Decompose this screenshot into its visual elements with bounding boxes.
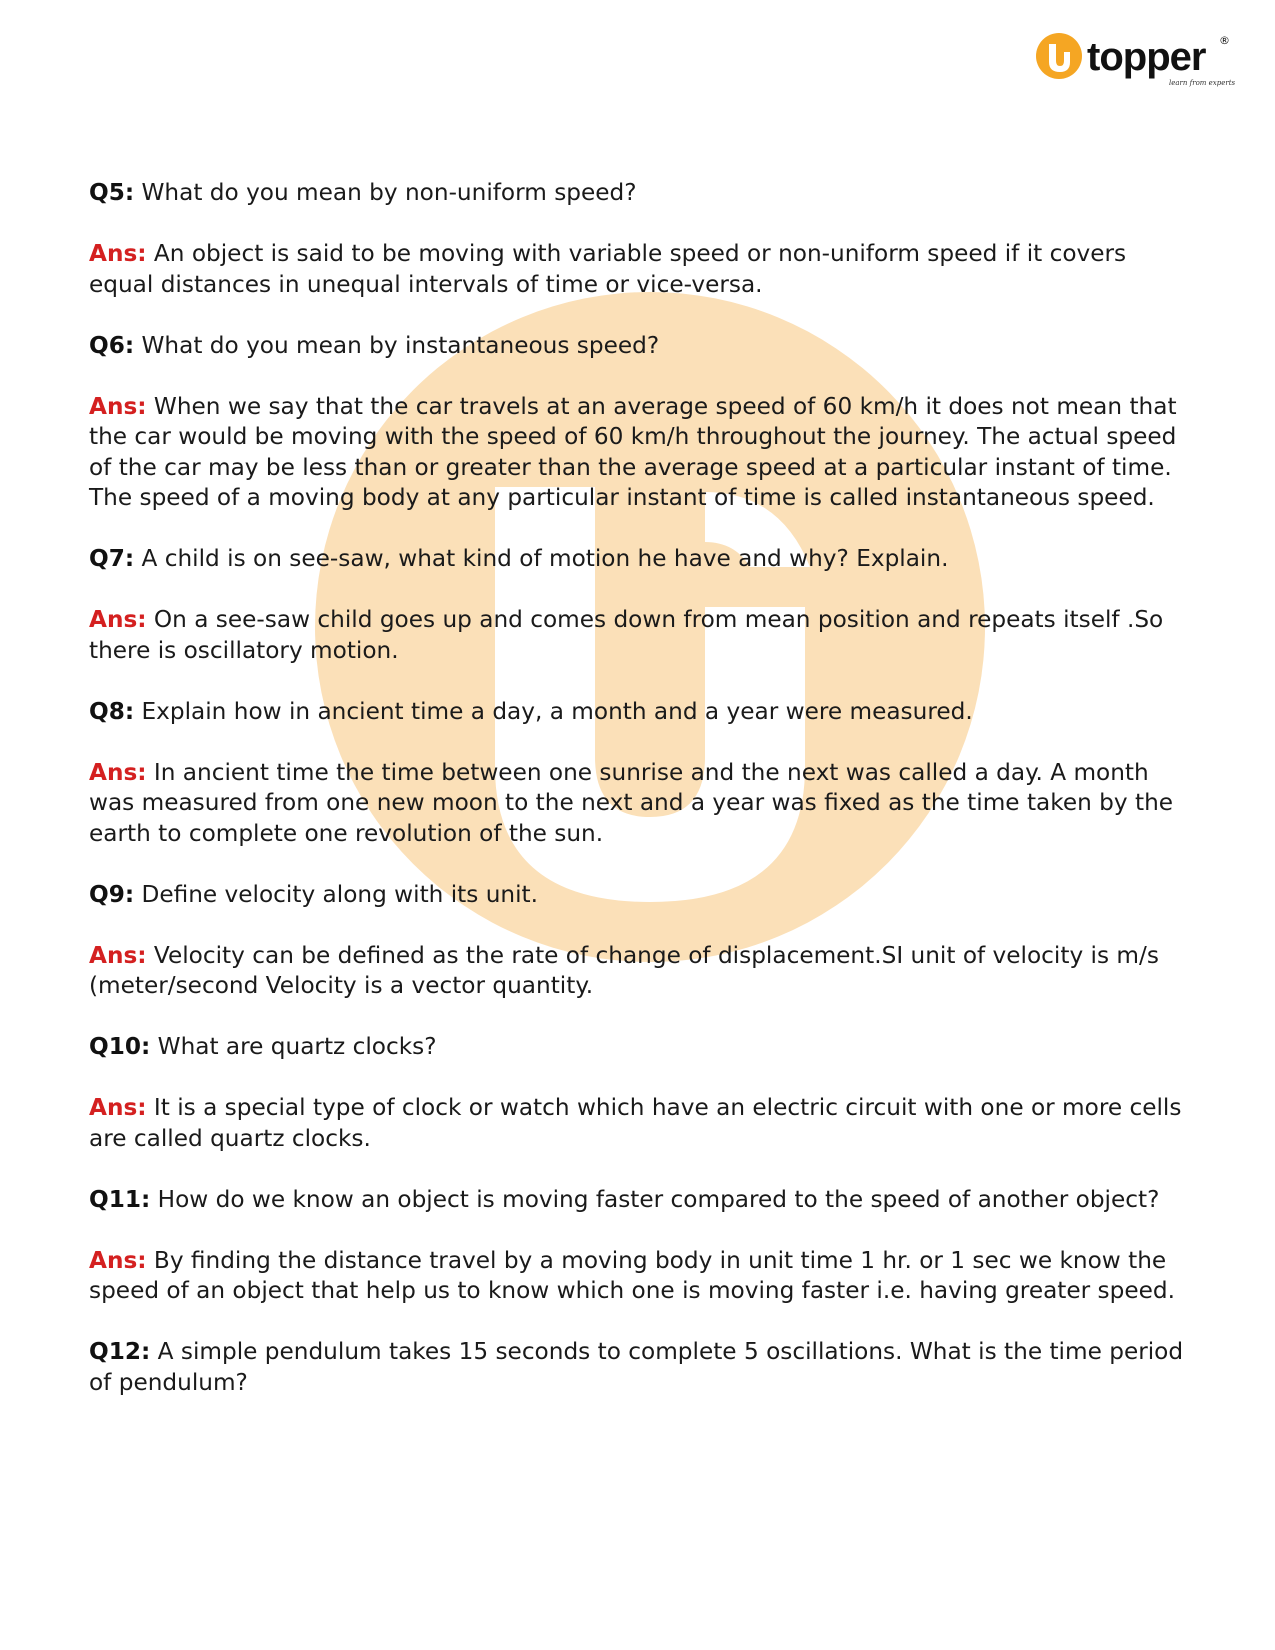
answer-label: Ans: [89, 1094, 147, 1121]
question-label: Q7: [89, 545, 135, 572]
question-q9 [89, 880, 1189, 911]
question-label: Q5: [89, 179, 135, 206]
answer-label: Ans: [89, 606, 147, 633]
question-q12 [89, 1337, 1189, 1398]
question-q7 [89, 544, 1189, 575]
question-label: Q10: [89, 1033, 151, 1060]
answer-text: An object is said to be moving with variable speed or non-uniform speed if it covers equal distances in unequal intervals of time or vice-versa. [89, 240, 1127, 298]
question-label: Q8: [89, 697, 135, 725]
question-text: A simple pendulum takes 15 seconds to complete 5 oscillations. What is the time period of pendulum? [89, 1338, 1184, 1396]
question-label: Q6: [89, 331, 135, 359]
question-text: Define velocity along with its unit. [141, 880, 539, 908]
answer-text: Velocity can be defined as the rate of change of displacement.SI unit of velocity is m/s (meter/second Velocity is a vector quantity. [89, 941, 1159, 999]
answer-q6 [89, 392, 1189, 514]
question-q5 [89, 178, 1189, 209]
answer-label: Ans: [89, 392, 147, 420]
question-label: Q11: [89, 1185, 151, 1213]
answer-q5 [89, 239, 1189, 300]
answer-text: It is a special type of clock or watch which have an electric circuit with one or more cells are called quartz clocks. [89, 1094, 1182, 1152]
answer-q9 [89, 941, 1189, 1002]
question-text: What do you mean by non-uniform speed? [141, 179, 637, 206]
question-q10 [89, 1032, 1189, 1063]
question-q8 [89, 697, 1189, 728]
answer-label: Ans: [89, 941, 147, 969]
answer-text: On a see-saw child goes up and comes down from mean position and repeats itself .So there is oscillatory motion. [89, 606, 1164, 664]
answer-text: By finding the distance travel by a moving body in unit time 1 hr. or 1 sec we know the speed of an object that help us to know which one is moving faster i.e. having greater speed. [89, 1246, 1175, 1304]
question-text: What do you mean by instantaneous speed? [141, 331, 660, 359]
answer-q11 [89, 1246, 1189, 1307]
svg-text:topper: topper [1087, 35, 1206, 79]
question-label: Q12: [89, 1338, 151, 1365]
question-text: What are quartz clocks? [157, 1033, 437, 1060]
question-text: How do we know an object is moving faster compared to the speed of another object? [157, 1185, 1160, 1213]
answer-text: When we say that the car travels at an average speed of 60 km/h it does not mean that the car would be moving with the speed of 60 km/h throughout the journey. The actual speed of the car may be less than or greater than the average speed at a particular instant of time. The speed of a moving body at any particular instant of time is called instantaneous speed. [89, 392, 1177, 511]
svg-text:learn from experts: learn from experts [1169, 79, 1235, 87]
qa-content [89, 178, 1189, 1429]
question-text: Explain how in ancient time a day, a month and a year were measured. [141, 697, 973, 725]
answer-label: Ans: [89, 1246, 147, 1274]
svg-text:®: ® [1219, 34, 1230, 47]
question-q6 [89, 331, 1189, 362]
answer-text: In ancient time the time between one sunrise and the next was called a day. A month was measured from one new moon to the next and a year was fixed as the time taken by the earth to complete one revolution of the sun. [89, 758, 1174, 847]
answer-q10 [89, 1093, 1189, 1154]
question-text: A child is on see-saw, what kind of motion he have and why? Explain. [141, 545, 949, 572]
answer-q8 [89, 758, 1189, 850]
question-q11 [89, 1185, 1189, 1216]
answer-q7 [89, 605, 1189, 666]
answer-label: Ans: [89, 758, 147, 786]
topper-logo [1035, 30, 1235, 92]
answer-label: Ans: [89, 240, 147, 267]
question-label: Q9: [89, 880, 135, 908]
